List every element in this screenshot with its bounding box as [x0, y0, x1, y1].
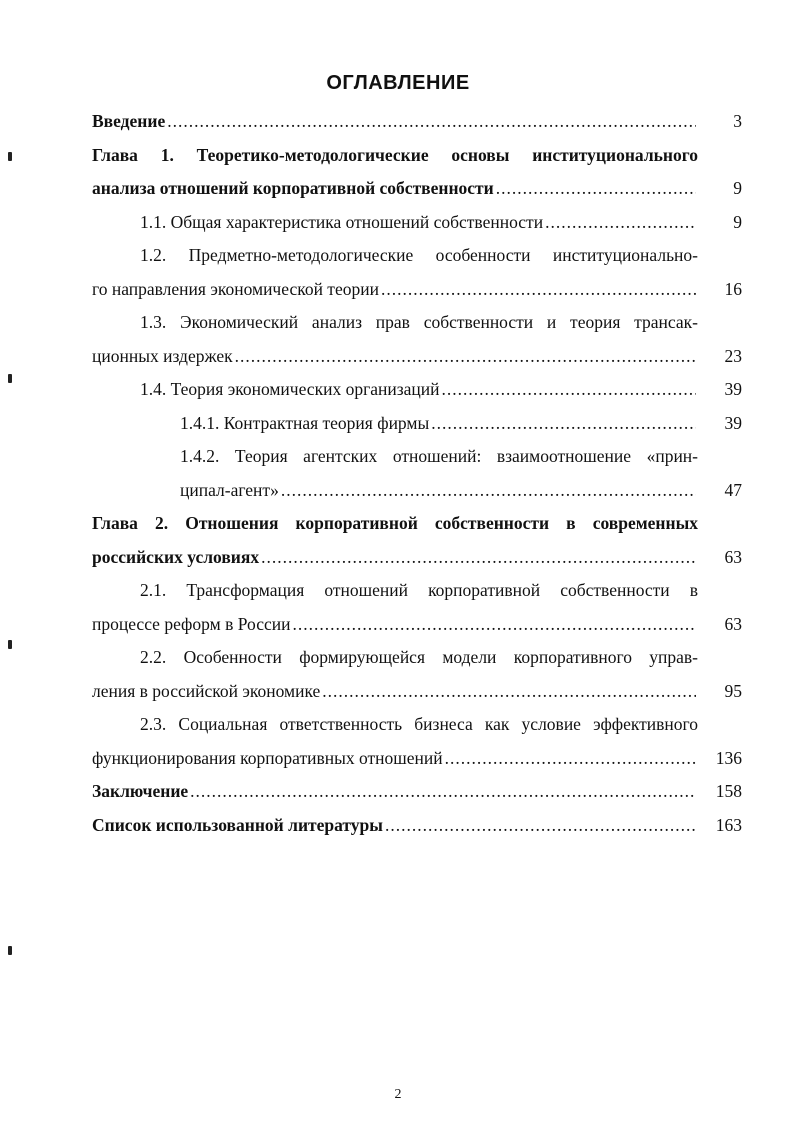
toc-entry-1-2[interactable]: [92, 273, 742, 307]
toc-entry-1-4-2-line1[interactable]: [92, 440, 742, 474]
page-title: ОГЛАВЛЕНИЕ: [326, 72, 470, 94]
toc-entry-2-3-line1[interactable]: [92, 708, 742, 742]
toc-page-number: 23: [724, 345, 742, 366]
toc-entry-1-3-line1[interactable]: [92, 306, 742, 340]
toc-page-number: 3: [733, 111, 742, 131]
toc-page-number: 9: [733, 178, 742, 198]
toc-entry-text: ционных издержек: [92, 345, 233, 366]
table-of-contents: [92, 105, 742, 842]
toc-entry-1-4-2[interactable]: [92, 474, 742, 508]
toc-entry-chapter-2[interactable]: [92, 541, 742, 575]
toc-entry-text: 2.3. Социальная ответственность бизнеса как условие эффективного: [140, 714, 698, 734]
dot-leader: [322, 675, 696, 709]
toc-entry-text: 1.4.2. Теория агентских отношений: взаимоотношение «прин-: [180, 446, 698, 466]
toc-entry-text: Введение: [92, 111, 166, 131]
toc-entry-text: Заключение: [92, 781, 189, 801]
toc-entry-text: ципал-агент»: [180, 479, 279, 500]
dot-leader: [167, 105, 696, 139]
toc-entry-text: 1.4. Теория экономических организаций: [140, 379, 440, 399]
toc-entry-text: 2.2. Особенности формирующейся модели корпоративного управ-: [140, 647, 698, 667]
toc-entry-text: 1.4.1. Контрактная теория фирмы: [180, 412, 430, 433]
dot-leader: [431, 407, 696, 441]
toc-entry-text: 2.1. Трансформация отношений корпоративной собственности в: [140, 580, 698, 600]
dot-leader: [292, 608, 696, 642]
toc-entry-text: процессе реформ в России: [92, 613, 291, 634]
toc-page-number: 47: [724, 479, 742, 500]
toc-entry-2-2-line1[interactable]: [92, 641, 742, 675]
toc-entry-1-1[interactable]: [92, 206, 742, 240]
dot-leader: [442, 373, 696, 407]
toc-entry-text: ления в российской экономике: [92, 680, 321, 701]
toc-entry-text: 1.2. Предметно-методологические особенности институционально-: [140, 245, 698, 265]
toc-entry-intro[interactable]: [92, 105, 742, 139]
toc-page-number: 95: [724, 680, 742, 701]
dot-leader: [281, 474, 696, 508]
toc-page-number: 63: [724, 546, 742, 567]
toc-entry-1-4[interactable]: [92, 373, 742, 407]
toc-entry-text: российских условиях: [92, 546, 260, 567]
toc-entry-text: функционирования корпоративных отношений: [92, 747, 443, 768]
dot-leader: [235, 340, 696, 374]
dot-leader: [381, 273, 696, 307]
toc-page-number: 163: [715, 814, 742, 835]
toc-page-number: 63: [724, 613, 742, 634]
dot-leader: [545, 206, 696, 240]
toc-entry-text: Глава 1. Теоретико-методологические основы институционального: [92, 144, 698, 165]
toc-entry-2-1[interactable]: [92, 608, 742, 642]
scan-margin-mark: [8, 374, 12, 383]
dot-leader: [190, 775, 696, 809]
toc-page-number: 9: [733, 211, 742, 232]
page-number: 2: [394, 1087, 402, 1102]
dot-leader: [496, 172, 696, 206]
toc-entry-text: Список использованной литературы: [92, 814, 383, 835]
toc-entry-2-3[interactable]: [92, 742, 742, 776]
toc-entry-chapter-1-line1[interactable]: [92, 139, 742, 173]
scan-margin-mark: [8, 640, 12, 649]
toc-page-number: 136: [715, 747, 742, 768]
toc-entry-text: анализа отношений корпоративной собственности: [92, 178, 494, 198]
toc-entry-1-4-1[interactable]: [92, 407, 742, 441]
toc-entry-text: Глава 2. Отношения корпоративной собственности в современных: [92, 513, 698, 533]
toc-entry-2-1-line1[interactable]: [92, 574, 742, 608]
dot-leader: [385, 809, 696, 843]
toc-entry-text: 1.3. Экономический анализ прав собственности и теория трансак-: [140, 312, 698, 332]
toc-entry-text: 1.1. Общая характеристика отношений собственности: [140, 211, 544, 232]
dot-leader: [261, 541, 696, 575]
toc-entry-text: го направления экономической теории: [92, 278, 379, 299]
toc-page-number: 16: [724, 278, 742, 299]
toc-entry-references[interactable]: [92, 809, 742, 843]
scan-margin-mark: [8, 152, 12, 161]
toc-entry-conclusion[interactable]: [92, 775, 742, 809]
toc-page-number: 39: [724, 412, 742, 433]
toc-entry-chapter-2-line1[interactable]: [92, 507, 742, 541]
toc-page-number: 158: [715, 781, 742, 801]
toc-entry-1-2-line1[interactable]: [92, 239, 742, 273]
toc-page-number: 39: [724, 379, 742, 399]
scan-margin-mark: [8, 946, 12, 955]
toc-entry-chapter-1[interactable]: [92, 172, 742, 206]
dot-leader: [445, 742, 696, 776]
toc-entry-2-2[interactable]: [92, 675, 742, 709]
toc-entry-1-3[interactable]: [92, 340, 742, 374]
